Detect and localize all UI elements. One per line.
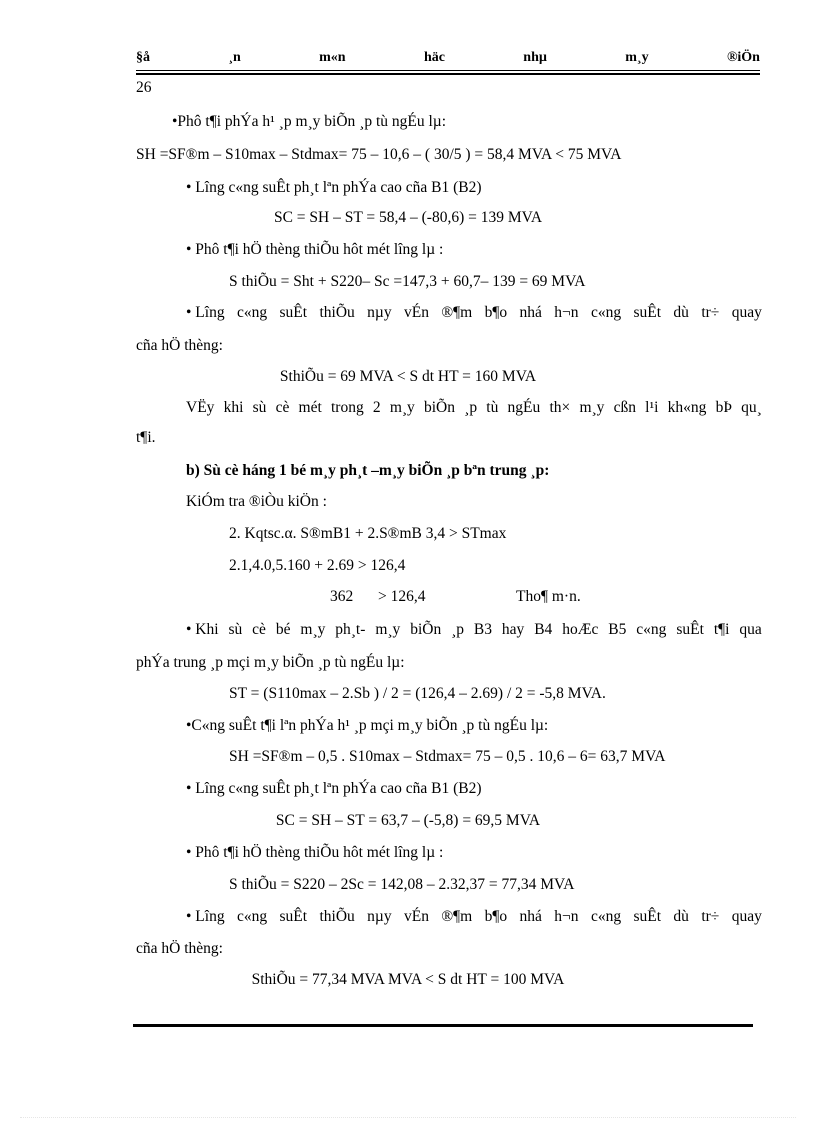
word: l¹i [645,399,659,416]
word: h¬n [554,908,579,925]
word: suÊt [279,304,308,321]
text-line: • Lîng c«ng suÊt ph¸t lªn phÝa cao cña B1 (B2) [186,179,482,196]
text-line: phÝa trung ¸p mçi m¸y biÕn ¸p tù ngÉu lµ: [136,654,405,671]
word: B3 [473,621,493,638]
result-value: 362 [330,588,354,605]
word: suÊt [279,908,308,925]
word: c«ng [236,304,268,321]
word: m¸y [389,399,415,416]
word: thiÕu [319,304,355,321]
formula-line: SthiÕu = 69 MVA < S dt HT = 160 MVA [279,368,537,385]
word: • Lîng [186,908,225,925]
section-heading: b) Sù cè háng 1 bé m¸y ph¸t –m¸y biÕn ¸p bªn trung ¸p: [186,462,550,479]
word: m¸y [579,399,605,416]
word: tr÷ [701,304,720,321]
formula-line: S thiÕu = S220 – 2Sc = 142,08 – 2.32,37 = 77,34 MVA [229,876,575,893]
word: bé [275,621,291,638]
word: c«ng [590,304,622,321]
text-line: • Phô t¶i hÖ thèng thiÕu hôt mét lîng lµ : [186,241,444,258]
word: b¶o [484,304,508,321]
word: ®¶m [441,908,473,925]
page-edge-dots [20,1117,796,1118]
formula-line: ST = (S110max – 2.Sb ) / 2 = (126,4 – 2.69) / 2 = -5,8 MVA. [229,685,606,702]
word: c«ng [590,908,622,925]
justified-line [186,620,762,640]
formula-line: SthiÕu = 77,34 MVA MVA < S dt HT = 100 MVA [251,971,565,988]
word: hay [501,621,525,638]
header-word: m¸y [625,50,649,65]
formula-line: S thiÕu = Sht + S220– Sc =147,3 + 60,7– 139 = 69 MVA [229,273,586,290]
word: cè [275,399,290,416]
header-word: ¸n [228,50,241,65]
word: c«ng [636,621,667,638]
word: quay [731,304,762,321]
word: ®¶m [441,304,473,321]
result-comparison: > 126,4 [378,588,426,605]
text-line: t¶i. [136,429,156,446]
word: suÊt [633,304,662,321]
text-line: KiÓm tra ®iÒu kiÖn : [186,493,327,510]
text-line: •C«ng suÊt t¶i lªn phÝa h¹ ¸p mçi m¸y biÕn ¸p tù ngÉu lµ: [186,717,549,734]
running-header [136,50,760,68]
word: cßn [613,399,636,416]
word: vÉn [403,908,429,925]
word: ph¸t- [335,621,366,638]
word: suÊt [676,621,704,638]
word: ¸p [464,399,478,416]
inequality-result-row [330,588,630,606]
word: 2 [372,399,381,416]
word: hoÆc [562,621,599,638]
text-line: cña hÖ thèng: [136,940,223,957]
word: sù [252,399,267,416]
word: tù [486,399,499,416]
justified-line [186,398,762,418]
word: • Lîng [186,304,225,321]
word: suÊt [633,908,662,925]
text-line: cña hÖ thèng: [136,337,223,354]
word: quay [731,908,762,925]
word: sù [228,621,243,638]
word: trong [330,399,364,416]
word: nhá [519,304,542,321]
footer-rule [133,1024,753,1027]
word: VËy [186,399,215,416]
text-line: •Phô t¶i phÝa h¹ ¸p m¸y biÕn ¸p tù ngÉu lµ: [172,113,447,130]
text-line: • Phô t¶i hÖ thèng thiÕu hôt mét lîng lµ : [186,844,444,861]
header-word: m«n [319,50,346,65]
text-line: • Lîng c«ng suÊt ph¸t lªn phÝa cao cña B1 (B2) [186,780,482,797]
word: c«ng [236,908,268,925]
header-rule-thick [136,73,760,75]
formula-line: SC = SH – ST = 58,4 – (-80,6) = 139 MVA [273,209,543,226]
header-word: häc [423,50,445,65]
formula-line: SH =SF®m – S10max – Stdmax= 75 – 10,6 – ( 30/5 ) = 58,4 MVA < 75 MVA [136,146,622,163]
word: biÕn [410,621,442,638]
header-word: nhµ [523,50,547,65]
word: b¶o [484,908,508,925]
word: ¸p [451,621,465,638]
word: khi [223,399,244,416]
header-rule-thin [136,70,760,71]
word: m¸y [300,621,326,638]
header-word: §å [136,50,150,65]
word: mét [298,399,322,416]
header-word: ®iÖn [726,50,760,65]
word: B5 [608,621,627,638]
word: cè [252,621,266,638]
formula-line: 2. Kqtsc.α. S®mB1 + 2.S®mB 3,4 > STmax [229,525,507,542]
word: bÞ [715,399,732,416]
word: tr÷ [701,908,720,925]
word: qua [739,621,762,638]
word: m¸y [375,621,401,638]
formula-line: 2.1,4.0,5.160 + 2.69 > 126,4 [229,557,406,574]
justified-line [186,303,762,323]
word: ngÉu [507,399,541,416]
word: nhá [519,908,542,925]
word: nµy [367,908,392,925]
word: nµy [367,304,392,321]
word: qu¸ [741,399,762,416]
word: vÉn [403,304,429,321]
word: th× [549,399,571,416]
justified-line [186,907,762,927]
word: t¶i [713,621,730,638]
formula-line: SH =SF®m – 0,5 . S10max – Stdmax= 75 – 0,5 . 10,6 – 6= 63,7 MVA [229,748,666,765]
word: h¬n [554,304,579,321]
word: dù [673,908,689,925]
page-number: 26 [136,79,152,96]
word: biÕn [423,399,455,416]
word: B4 [534,621,553,638]
word: • Khi [186,621,219,638]
word: dù [673,304,689,321]
word: kh«ng [667,399,707,416]
word: thiÕu [319,908,355,925]
formula-line: SC = SH – ST = 63,7 – (-5,8) = 69,5 MVA [275,812,541,829]
result-verdict: Tho¶ m·n. [516,588,581,605]
